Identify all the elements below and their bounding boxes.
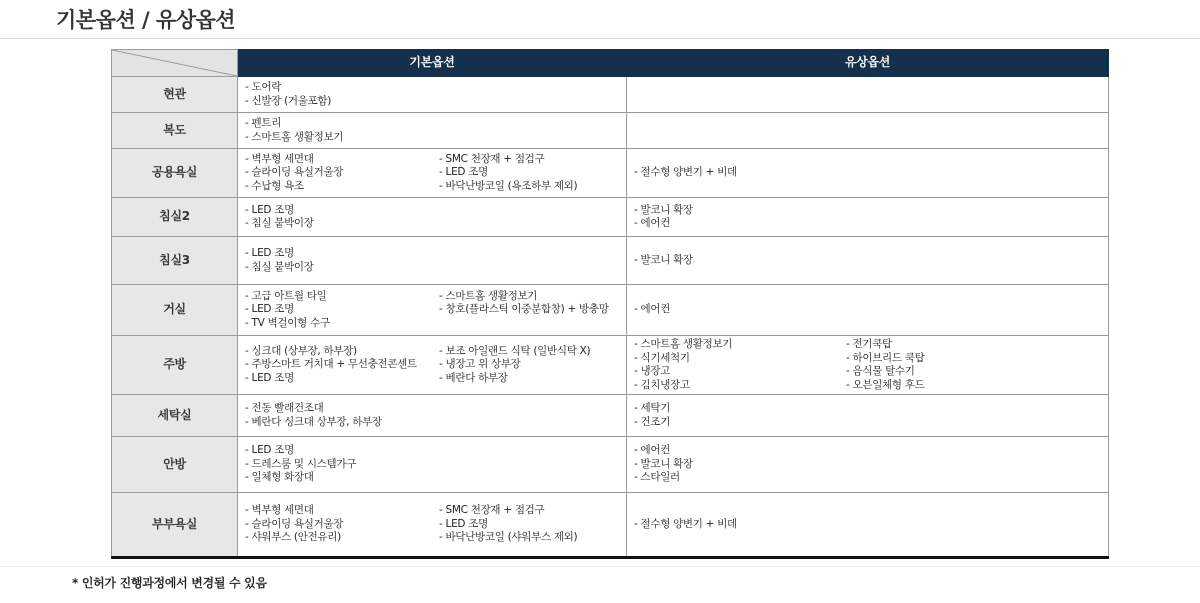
option-item: - 슬라이딩 욕실거울장 (245, 517, 344, 530)
option-column (245, 504, 439, 545)
option-item: - TV 벽걸이형 수구 (245, 316, 330, 329)
option-item: - 벽부형 세면대 (245, 504, 314, 517)
option-column (634, 338, 846, 392)
option-column (634, 444, 693, 485)
room-label: 안방 (112, 437, 238, 493)
option-column (439, 345, 590, 386)
option-item: - SMC 천장재 + 점검구 (439, 504, 545, 517)
option-column (245, 290, 439, 331)
option-item: - LED 조명 (245, 303, 294, 316)
option-item: - 세탁기 (634, 402, 671, 414)
table-body (112, 77, 1109, 558)
option-column (634, 303, 670, 317)
page-title: 기본옵션 / 유상옵션 (56, 8, 236, 32)
room-label: 거실 (112, 285, 238, 336)
option-item: - 식기세척기 (634, 351, 690, 364)
option-item: - 보조 아일랜드 식탁 (일반식탁 X) (439, 344, 591, 357)
paid-options-cell (627, 77, 1109, 113)
option-column (634, 518, 737, 532)
room-label: 현관 (112, 77, 238, 113)
header-basic-options: 기본옵션 (238, 50, 627, 77)
table-row (112, 336, 1109, 395)
room-label: 침실2 (112, 198, 238, 237)
room-label: 부부욕실 (112, 493, 238, 558)
option-item: - 냉장고 위 상부장 (439, 358, 521, 371)
option-item: - 슬라이딩 욕실거울장 (245, 166, 344, 179)
option-column (245, 345, 439, 386)
basic-options-cell (238, 149, 627, 198)
option-item: - 음식물 탈수기 (846, 365, 915, 377)
option-item: - 샤워부스 (안전유리) (245, 531, 341, 544)
footnote: * 인허가 진행과정에서 변경될 수 있음 (72, 576, 267, 590)
option-column (439, 153, 577, 194)
option-item: - 절수형 양변기 + 비데 (634, 517, 737, 530)
option-column (634, 204, 693, 231)
option-item: - 전동 빨래건조대 (245, 402, 324, 414)
option-item: - 에어컨 (634, 444, 671, 457)
option-column (439, 290, 609, 331)
table-row (112, 237, 1109, 285)
option-column (245, 117, 343, 144)
table-row (112, 395, 1109, 437)
option-column (634, 254, 693, 268)
room-label: 주방 (112, 336, 238, 395)
table-row (112, 285, 1109, 336)
option-item: - 에어컨 (634, 217, 671, 229)
option-item: - 싱크대 (상부장, 하부장) (245, 344, 357, 357)
option-item: - 김치냉장고 (634, 378, 690, 391)
option-item: - 절수형 양변기 + 비데 (634, 166, 737, 179)
option-item: - 펜트리 (245, 117, 282, 129)
header-paid-options: 유상옵션 (627, 50, 1109, 77)
option-item: - 고급 아트월 타일 (245, 289, 327, 302)
table-row (112, 149, 1109, 198)
option-column (245, 402, 382, 429)
option-item: - 스타일러 (634, 471, 680, 484)
option-item: - 드레스룸 및 시스템가구 (245, 457, 357, 470)
option-column (245, 204, 314, 231)
option-item: - 건조기 (634, 415, 671, 428)
option-item: - 일체형 화장대 (245, 471, 314, 484)
option-item: - 바닥난방코일 (욕조하부 제외) (439, 179, 578, 192)
paid-options-cell (627, 198, 1109, 237)
table-row (112, 77, 1109, 113)
basic-options-cell (238, 493, 627, 558)
option-item: - LED 조명 (245, 444, 294, 457)
table-row (112, 437, 1109, 493)
paid-options-cell (627, 336, 1109, 395)
option-item: - 베란다 하부장 (439, 371, 508, 384)
option-column (245, 444, 356, 485)
option-item: - 수납형 욕조 (245, 179, 304, 192)
basic-options-cell (238, 437, 627, 493)
room-label: 침실3 (112, 237, 238, 285)
option-item: - 냉장고 (634, 365, 671, 377)
paid-options-cell (627, 437, 1109, 493)
option-item: - 주방스마트 거치대 + 무선충전콘센트 (245, 358, 417, 371)
option-item: - 창호(플라스틱 이중분합창) + 방충망 (439, 303, 609, 316)
option-item: - 침실 붙박이장 (245, 217, 314, 229)
option-column (846, 338, 924, 392)
footer-divider (0, 566, 1200, 567)
paid-options-cell (627, 149, 1109, 198)
option-item: - 스마트홈 생활정보기 (245, 130, 344, 143)
basic-options-cell (238, 285, 627, 336)
option-column (245, 81, 331, 108)
basic-options-cell (238, 395, 627, 437)
option-item: - 벽부형 세면대 (245, 152, 314, 165)
option-column (245, 247, 314, 274)
table-row (112, 493, 1109, 558)
basic-options-cell (238, 77, 627, 113)
basic-options-cell (238, 198, 627, 237)
option-item: - LED 조명 (245, 247, 294, 259)
option-item: - 발코니 확장 (634, 253, 693, 266)
paid-options-cell (627, 113, 1109, 149)
option-column (634, 402, 670, 429)
option-item: - 발코니 확장 (634, 203, 693, 216)
paid-options-cell (627, 395, 1109, 437)
option-item: - 오븐일체형 후드 (846, 378, 925, 391)
paid-options-cell (627, 285, 1109, 336)
option-item: - 침실 붙박이장 (245, 260, 314, 273)
basic-options-cell (238, 113, 627, 149)
option-column (634, 166, 737, 180)
option-item: - SMC 천장재 + 점검구 (439, 152, 545, 165)
option-item: - 스마트홈 생활정보기 (439, 289, 538, 302)
option-item: - 발코니 확장 (634, 457, 693, 470)
table-header-row (112, 50, 1109, 77)
option-item: - LED 조명 (439, 166, 488, 179)
option-item: - LED 조명 (245, 371, 294, 384)
title-divider (0, 38, 1200, 39)
option-item: - 에어컨 (634, 303, 671, 316)
option-item: - 바닥난방코일 (샤워부스 제외) (439, 531, 578, 544)
option-column (439, 504, 577, 545)
option-item: - 하이브리드 쿡탑 (846, 351, 925, 364)
basic-options-cell (238, 237, 627, 285)
option-column (245, 153, 439, 194)
paid-options-cell (627, 237, 1109, 285)
table-row (112, 198, 1109, 237)
option-item: - 신발장 (거울포함) (245, 94, 332, 107)
option-item: - 스마트홈 생활정보기 (634, 338, 733, 350)
option-item: - LED 조명 (245, 203, 294, 216)
option-item: - 도어락 (245, 81, 282, 93)
option-item: - 전기쿡탑 (846, 338, 892, 350)
paid-options-cell (627, 493, 1109, 558)
corner-cell (112, 50, 238, 77)
room-label: 복도 (112, 113, 238, 149)
option-item: - 베란다 싱크대 상부장, 하부장 (245, 415, 382, 428)
room-label: 공용욕실 (112, 149, 238, 198)
option-item: - LED 조명 (439, 517, 488, 530)
table-row (112, 113, 1109, 149)
room-label: 세탁실 (112, 395, 238, 437)
options-table (111, 49, 1109, 559)
basic-options-cell (238, 336, 627, 395)
